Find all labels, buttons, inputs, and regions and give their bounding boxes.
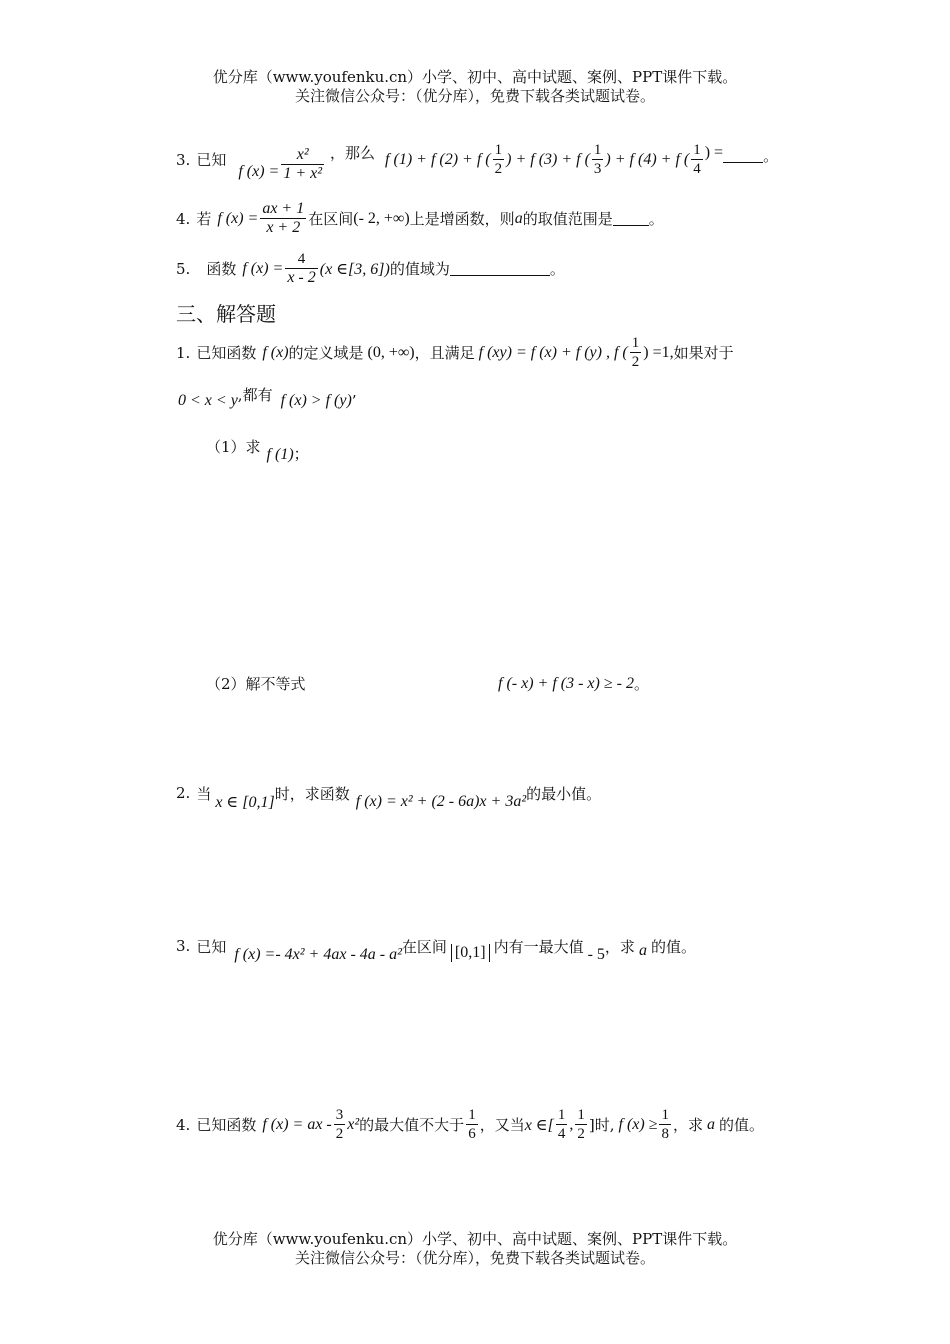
fraction-numerator: 1 — [593, 142, 602, 158]
fraction-denominator: 4 — [693, 161, 701, 177]
question-number: 1. — [176, 343, 191, 362]
fraction-denominator: 2 — [577, 1126, 585, 1142]
math-expression: f (x) = x² + (2 - 6a)x + 3a² — [355, 793, 527, 810]
fraction — [334, 1106, 346, 1143]
fraction-numerator: 1 — [693, 142, 701, 158]
fraction-numerator: x² — [281, 146, 324, 165]
fraction — [659, 1106, 671, 1143]
problem-text: 已知 — [196, 937, 227, 956]
question-end: 。 — [648, 210, 664, 228]
fraction-numerator: 3 — [335, 1107, 344, 1123]
variable: a — [638, 942, 647, 959]
answer-blank[interactable] — [613, 211, 649, 226]
problem-1-sub-1 — [206, 428, 309, 464]
problem-text: 内有一最大值 — [493, 937, 584, 956]
question-number: 3. — [176, 150, 191, 169]
problem-4 — [176, 1106, 764, 1143]
fraction-numerator: 4 — [285, 250, 317, 269]
math-expression: f (- x) + f (3 - x) ≥ - 2 — [498, 674, 634, 692]
fraction-numerator: 1 — [494, 142, 503, 158]
function-def: f (x) = — [242, 259, 284, 277]
problem-1-line-1 — [176, 334, 734, 371]
problem-text: ，求 — [604, 937, 635, 956]
fraction-numerator: 1 — [577, 1107, 585, 1123]
problem-text: 已知函数 — [196, 1116, 257, 1134]
footer-line-2: 关注微信公众号：（优分库），免费下载各类试题试卷。 — [294, 1249, 655, 1267]
question-tail: 的值域为 — [389, 260, 450, 278]
fraction — [592, 141, 604, 178]
math-expression: x² — [347, 1115, 360, 1133]
problem-1-line-2 — [178, 378, 357, 410]
problem-text: 。 — [633, 675, 649, 693]
problem-text: ； — [293, 444, 309, 463]
fraction-denominator: 8 — [661, 1126, 669, 1142]
header-line-1: 优分库（www.youfenku.cn）小学、初中、高中试题、案例、PPT课件下载。 — [212, 68, 738, 86]
fraction-denominator: x + 2 — [266, 219, 301, 236]
math-expression: f (x) ≥ — [618, 1115, 658, 1133]
fraction-denominator: 2 — [631, 354, 640, 370]
problem-text: ]时, — [588, 1116, 615, 1134]
fraction — [285, 250, 317, 287]
variable: a — [514, 209, 523, 227]
math-expression: 0 < x < y — [178, 392, 238, 409]
fraction — [281, 146, 324, 183]
fraction — [575, 1106, 587, 1143]
problem-text: ，且满足 — [414, 344, 475, 362]
problem-text: ,都有 — [237, 385, 273, 404]
fraction-denominator: x - 2 — [287, 269, 316, 286]
footer-line-1: 优分库（www.youfenku.cn）小学、初中、高中试题、案例、PPT课件下载。 — [212, 1230, 738, 1248]
question-end: 。 — [763, 147, 779, 165]
answer-blank[interactable] — [450, 261, 550, 276]
math-expression: , — [569, 1115, 574, 1133]
page-header — [0, 68, 950, 106]
problem-text: 当 — [196, 784, 212, 803]
question-fill-5 — [176, 250, 565, 287]
section-title: 三、解答题 — [176, 302, 276, 326]
question-number: 2. — [176, 784, 191, 802]
problem-text: 如果对于 — [673, 344, 734, 362]
sum-expression-3: ) + f (4) + f ( — [605, 150, 690, 168]
fraction — [691, 141, 703, 178]
math-expression: f (1) — [266, 446, 294, 463]
fraction-numerator: 1 — [468, 1107, 476, 1123]
fraction — [260, 200, 306, 237]
function-def: f (x) = — [238, 162, 280, 180]
variable: a — [707, 1115, 715, 1133]
fraction — [493, 141, 505, 178]
fraction-denominator: 2 — [494, 161, 503, 177]
fraction-denominator: 1 + x² — [283, 165, 323, 182]
math-expression: f (x) > f (y) — [280, 392, 352, 409]
math-expression: x ∈[ — [524, 1116, 554, 1134]
math-expression: ) =1, — [643, 343, 674, 361]
fraction-numerator: ax + 1 — [262, 200, 305, 217]
fraction-numerator: 1 — [631, 335, 640, 351]
problem-text: 的值。 — [650, 937, 696, 956]
problem-text: ，求 — [672, 1116, 703, 1134]
interval: (- 2, +∞) — [353, 209, 410, 227]
problem-text: ’ — [351, 392, 357, 410]
problem-text: ，又当 — [479, 1116, 525, 1134]
fraction — [630, 334, 642, 371]
answer-blank[interactable] — [723, 148, 763, 163]
math-expression: f (x) =- 4x² + 4ax - 4a - a² — [234, 946, 402, 963]
fraction-numerator: 1 — [661, 1107, 669, 1123]
problem-1-sub-2-expression — [498, 673, 649, 694]
problem-text: 的最大值不大于 — [359, 1116, 465, 1134]
math-expression: f (xy) = f (x) + f (y) , f ( — [478, 343, 628, 361]
question-lead: 函数 — [206, 260, 237, 278]
problem-2 — [176, 774, 601, 812]
question-number: 4. — [176, 1115, 191, 1134]
question-number: 4. — [176, 209, 191, 228]
sum-tail: ) = — [704, 143, 724, 161]
page-footer — [0, 1230, 950, 1268]
fraction-denominator: 2 — [335, 1126, 344, 1142]
question-end: 。 — [549, 260, 565, 278]
subquestion-label: （1）求 — [206, 437, 261, 456]
question-lead: 已知 — [196, 151, 227, 169]
sum-expression: f (1) + f (2) + f ( — [385, 150, 491, 168]
fraction-denominator: 6 — [468, 1126, 476, 1142]
problem-text: 的定义域是 — [288, 344, 364, 362]
question-lead: 若 — [196, 210, 212, 228]
fraction-numerator: 1 — [557, 1107, 566, 1123]
problem-text: 已知函数 — [196, 344, 257, 362]
function-def: f (x) = — [217, 209, 259, 227]
question-fill-3 — [176, 136, 778, 183]
question-mid: ，那么 — [330, 144, 376, 162]
fraction — [556, 1106, 568, 1143]
math-expression: f (x) — [262, 343, 289, 361]
question-fill-4 — [176, 200, 664, 237]
sum-expression-2: ) + f (3) + f ( — [506, 150, 590, 168]
fraction-denominator: 4 — [557, 1126, 566, 1142]
problem-text: 的值。 — [719, 1116, 765, 1134]
problem-text: 时，求函数 — [274, 784, 350, 803]
math-expression: f (x) = ax - — [262, 1115, 332, 1133]
math-expression: (0, +∞) — [367, 343, 415, 361]
header-line-2: 关注微信公众号：（优分库），免费下载各类试题试卷。 — [294, 87, 655, 105]
question-tail-2: 的取值范围是 — [522, 210, 613, 228]
problem-1-sub-2-label: （2）解不等式 — [206, 675, 306, 693]
problem-text: 的最小值。 — [526, 784, 602, 803]
interval: [0,1] — [451, 944, 490, 962]
problem-text: 在区间 — [401, 937, 447, 956]
math-expression: - 5 — [587, 946, 605, 963]
question-mid: 在区间 — [308, 210, 354, 228]
math-expression: x ∈ [0,1] — [215, 794, 275, 811]
fraction — [466, 1106, 478, 1143]
problem-3 — [176, 928, 696, 964]
question-number: 5. — [176, 259, 191, 278]
fraction-denominator: 3 — [593, 161, 602, 177]
domain: (x ∈[3, 6]) — [319, 260, 390, 278]
question-tail: 上是增函数，则 — [409, 210, 515, 228]
question-number: 3. — [176, 937, 191, 955]
